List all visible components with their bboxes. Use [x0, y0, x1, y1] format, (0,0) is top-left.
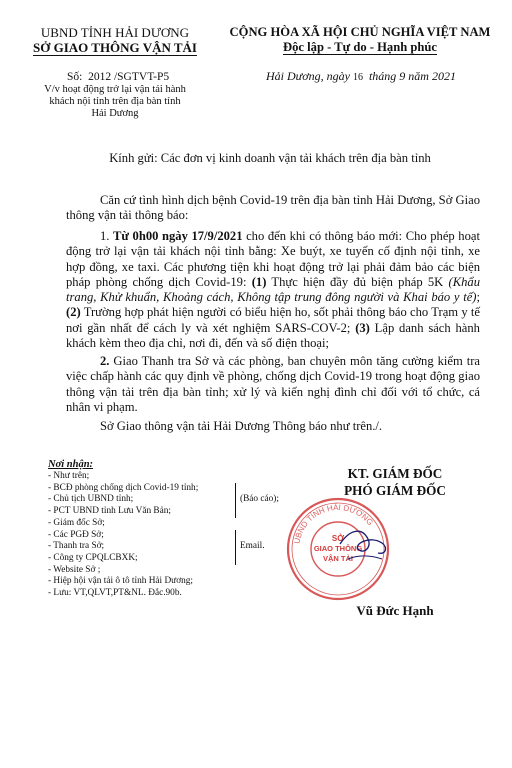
recipient-item: - Các PGĐ Sở;	[48, 529, 104, 540]
signature-title: KT. GIÁM ĐỐC PHÓ GIÁM ĐỐC	[344, 466, 446, 498]
issuer-parent: UBND TỈNH HẢI DƯƠNG	[40, 25, 190, 40]
recipient-item: - Công ty CPQLCBXK;	[48, 552, 138, 563]
recipient-item: - Hiệp hội vận tải ô tô tỉnh Hải Dương;	[48, 576, 193, 587]
email-note: Email.	[240, 541, 265, 552]
document-subject: V/v hoạt động trở lại vận tải hành khách nội tỉnh trên địa bàn tỉnh Hải Dương	[44, 84, 186, 119]
report-note: (Báo cáo);	[240, 494, 279, 505]
recipient-item: - Chủ tịch UBND tỉnh;	[48, 494, 134, 505]
recipient-item: - Như trên;	[48, 471, 90, 481]
national-title: CỘNG HÒA XÃ HỘI CHỦ NGHĨA VIỆT NAM Độc lập - Tự do - Hạnh phúc	[229, 25, 491, 54]
document-number: Số: 2012 /SGTVT-P5	[67, 71, 170, 83]
svg-text:GIAO THÔNG: GIAO THÔNG	[313, 544, 363, 553]
recipients-list	[48, 471, 308, 600]
official-seal-stamp	[278, 489, 398, 609]
salutation: Kính gửi: Các đơn vị kinh doanh vận tải khách trên địa bàn tỉnh	[109, 151, 431, 165]
recipient-item: - PCT UBND tỉnh Lưu Văn Bản;	[48, 506, 171, 517]
issuer-org: SỞ GIAO THÔNG VẬN TẢI	[33, 40, 197, 55]
recipient-item: - BCĐ phòng chống dịch Covid-19 tỉnh;	[48, 482, 199, 493]
closing-line: Sở Giao thông vận tải Hải Dương Thông báo như trên./.	[100, 419, 383, 433]
intro-paragraph: Căn cứ tình hình dịch bệnh Covid-19 trên địa bàn tỉnh Hải Dương, Sở Giao thông vận tải thông báo:	[66, 193, 480, 223]
paragraph-1: 1. Từ 0h00 ngày 17/9/2021 cho đến khi có thông báo mới: Cho phép hoạt động trở lại vận tải khách nội tỉnh bằng: Xe buýt, xe tuyến cố định nội tỉnh, xe hợp đồng, xe taxi. Các phương tiện khi hoạt động trở lại phải đảm bảo các biện pháp phòng chống dịch Covid-19: (1) Thực hiện đầy đủ biện pháp 5K (Khẩu trang, Khử khuẩn, Khoảng cách, Không tập trung đông người và Khai báo y tế); (2) Trường hợp phát hiện người có biểu hiện ho, sốt phải thông báo cho Trạm y tế nơi gần nhất để cách ly và xét nghiệm SARS-COV-2; (3) Lập danh sách hành khách kèm theo địa chỉ, nơi đi, đến và số điện thoại;	[66, 229, 481, 351]
issuer-block	[26, 25, 204, 55]
recipient-item: - Giám đốc Sở;	[48, 517, 105, 528]
seal-icon	[278, 489, 398, 609]
recipients-block	[48, 459, 308, 600]
signer-name: Vũ Đức Hạnh	[356, 603, 434, 618]
recipients-title: Nơi nhận:	[48, 459, 94, 470]
national-motto: Độc lập - Tự do - Hạnh phúc	[283, 40, 437, 54]
svg-text:SỞ: SỞ	[331, 534, 345, 543]
recipient-item: - Thanh tra Sở;	[48, 541, 105, 552]
recipient-item: - Website Sở ;	[48, 564, 101, 575]
issue-date: Hải Dương, ngày 16 tháng 9 năm 2021	[266, 69, 456, 83]
svg-text:UBND TỈNH HẢI DƯƠNG: UBND TỈNH HẢI DƯƠNG	[292, 502, 375, 545]
recipient-item: - Lưu: VT,QLVT,PT&NL. Đắc.90b.	[48, 588, 182, 599]
svg-text:VẬN TẢI: VẬN TẢI	[323, 554, 353, 563]
paragraph-2: 2. Giao Thanh tra Sở và các phòng, ban chuyên môn tăng cường kiểm tra việc chấp hành các quy định về phòng, chống dịch Covid-19 trong hoạt động giao thông vận tải trên địa bàn tỉnh; xử lý và kiến nghị đình chỉ đối với tổ chức, cá nhân vi phạm.	[66, 354, 480, 414]
